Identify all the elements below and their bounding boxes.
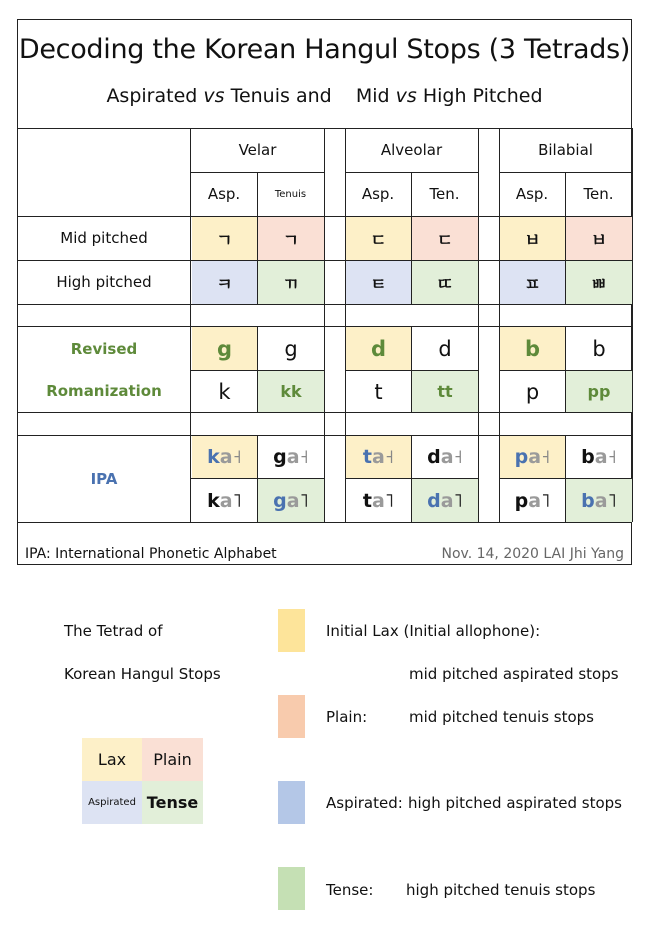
ipa-high-velar: ga˥	[258, 479, 324, 522]
legend-label-lax: Initial Lax (Initial allophone):	[326, 622, 541, 640]
ipa-mid-velar: ka˧	[192, 436, 257, 478]
romanization-velar: g	[284, 336, 298, 361]
subtitle-part: Tenuis and Mid	[224, 85, 396, 107]
row-label-romanization: Romanization	[46, 382, 162, 400]
hangul-mid-velar: ㄱ	[258, 217, 324, 260]
legend-desc-aspirated: high pitched aspirated stops	[408, 794, 622, 812]
ipa-high-bilabial: ba˥	[566, 479, 632, 522]
ipa-high-velar: ka˥	[207, 489, 242, 512]
tetrad-aspirated: Aspirated	[82, 781, 142, 824]
legend-swatch-tense	[278, 867, 305, 910]
ipa-mid-bilabial: pa˧	[500, 436, 565, 478]
footer-note: IPA: International Phonetic Alphabet	[25, 546, 277, 562]
romanization-alveolar: tt	[412, 371, 478, 412]
subtitle	[17, 85, 632, 107]
subheader-asp: Asp.	[361, 185, 395, 203]
legend-label-aspirated: Aspirated:	[326, 794, 403, 812]
legend-swatch-aspirated	[278, 781, 305, 824]
hangul-mid-bilabial: ㅂ	[500, 217, 565, 260]
subheader-asp: Asp.	[207, 185, 241, 203]
ipa-mid-alveolar: ta˧	[346, 436, 411, 478]
subtitle-vs: vs	[395, 85, 417, 107]
romanization-velar: kk	[258, 371, 324, 412]
grid-line	[17, 522, 632, 523]
romanization-alveolar: d	[438, 336, 452, 361]
tetrad-tense: Tense	[142, 781, 203, 824]
legend-swatch-lax	[278, 609, 305, 652]
legend-desc-tense: high pitched tenuis stops	[406, 881, 596, 899]
header-velar: Velar	[238, 141, 277, 159]
romanization-bilabial: pp	[566, 371, 632, 412]
legend-label-tense: Tense:	[326, 881, 374, 899]
romanization-alveolar: d	[346, 327, 411, 370]
tetrad-lax: Lax	[82, 738, 142, 781]
header-alveolar: Alveolar	[380, 141, 443, 159]
romanization-alveolar: t	[374, 379, 383, 404]
row-label-ipa: IPA	[90, 469, 118, 488]
subtitle-part: Aspirated	[106, 85, 204, 107]
legend-desc-lax: mid pitched aspirated stops	[409, 665, 619, 683]
hangul-high-velar: ㄲ	[258, 261, 324, 304]
subheader-ten: Ten.	[583, 185, 614, 203]
romanization-bilabial: p	[525, 379, 540, 404]
subheader-ten: Ten.	[429, 185, 460, 203]
hangul-high-alveolar: ㅌ	[346, 261, 411, 304]
subheader-ten: Tenuis	[274, 188, 307, 200]
grid-line	[324, 128, 325, 522]
legend-swatch-plain	[278, 695, 305, 738]
subtitle-vs: vs	[203, 85, 225, 107]
hangul-mid-alveolar: ㄷ	[346, 217, 411, 260]
ipa-mid-bilabial: ba˧	[581, 446, 617, 468]
hangul-mid-velar: ㄱ	[192, 217, 257, 260]
legend-desc-plain: mid pitched tenuis stops	[409, 708, 594, 726]
row-label-high: High pitched	[56, 273, 152, 291]
ipa-high-alveolar: da˥	[412, 479, 478, 522]
grid-line	[478, 128, 479, 522]
hangul-mid-bilabial: ㅂ	[566, 217, 632, 260]
romanization-bilabial: b	[592, 336, 606, 361]
grid-line	[632, 128, 633, 522]
hangul-mid-alveolar: ㄷ	[412, 217, 478, 260]
header-bilabial: Bilabial	[538, 141, 593, 159]
row-label-mid: Mid pitched	[60, 229, 148, 247]
footer-credit: Nov. 14, 2020 LAI Jhi Yang	[441, 546, 624, 562]
romanization-velar: k	[218, 379, 231, 404]
romanization-velar: g	[192, 327, 257, 370]
hangul-high-bilabial: ㅍ	[500, 261, 565, 304]
ipa-high-alveolar: ta˥	[362, 489, 395, 512]
hangul-high-velar: ㅋ	[192, 261, 257, 304]
romanization-bilabial: b	[500, 327, 565, 370]
ipa-mid-velar: ga˧	[273, 446, 309, 468]
hangul-high-alveolar: ㄸ	[412, 261, 478, 304]
tetrad-plain: Plain	[142, 738, 203, 781]
subheader-asp: Asp.	[515, 185, 549, 203]
hangul-high-bilabial: ㅃ	[566, 261, 632, 304]
page-title: Decoding the Korean Hangul Stops (3 Tetrads)	[18, 34, 631, 65]
tetrad-title-1: The Tetrad of	[64, 622, 163, 640]
ipa-mid-alveolar: da˧	[427, 446, 463, 468]
row-label-revised: Revised	[70, 340, 138, 358]
tetrad-title-2: Korean Hangul Stops	[64, 665, 221, 683]
ipa-high-bilabial: pa˥	[514, 489, 551, 512]
legend-label-plain: Plain:	[326, 708, 368, 726]
subtitle-part: High Pitched	[416, 85, 543, 107]
